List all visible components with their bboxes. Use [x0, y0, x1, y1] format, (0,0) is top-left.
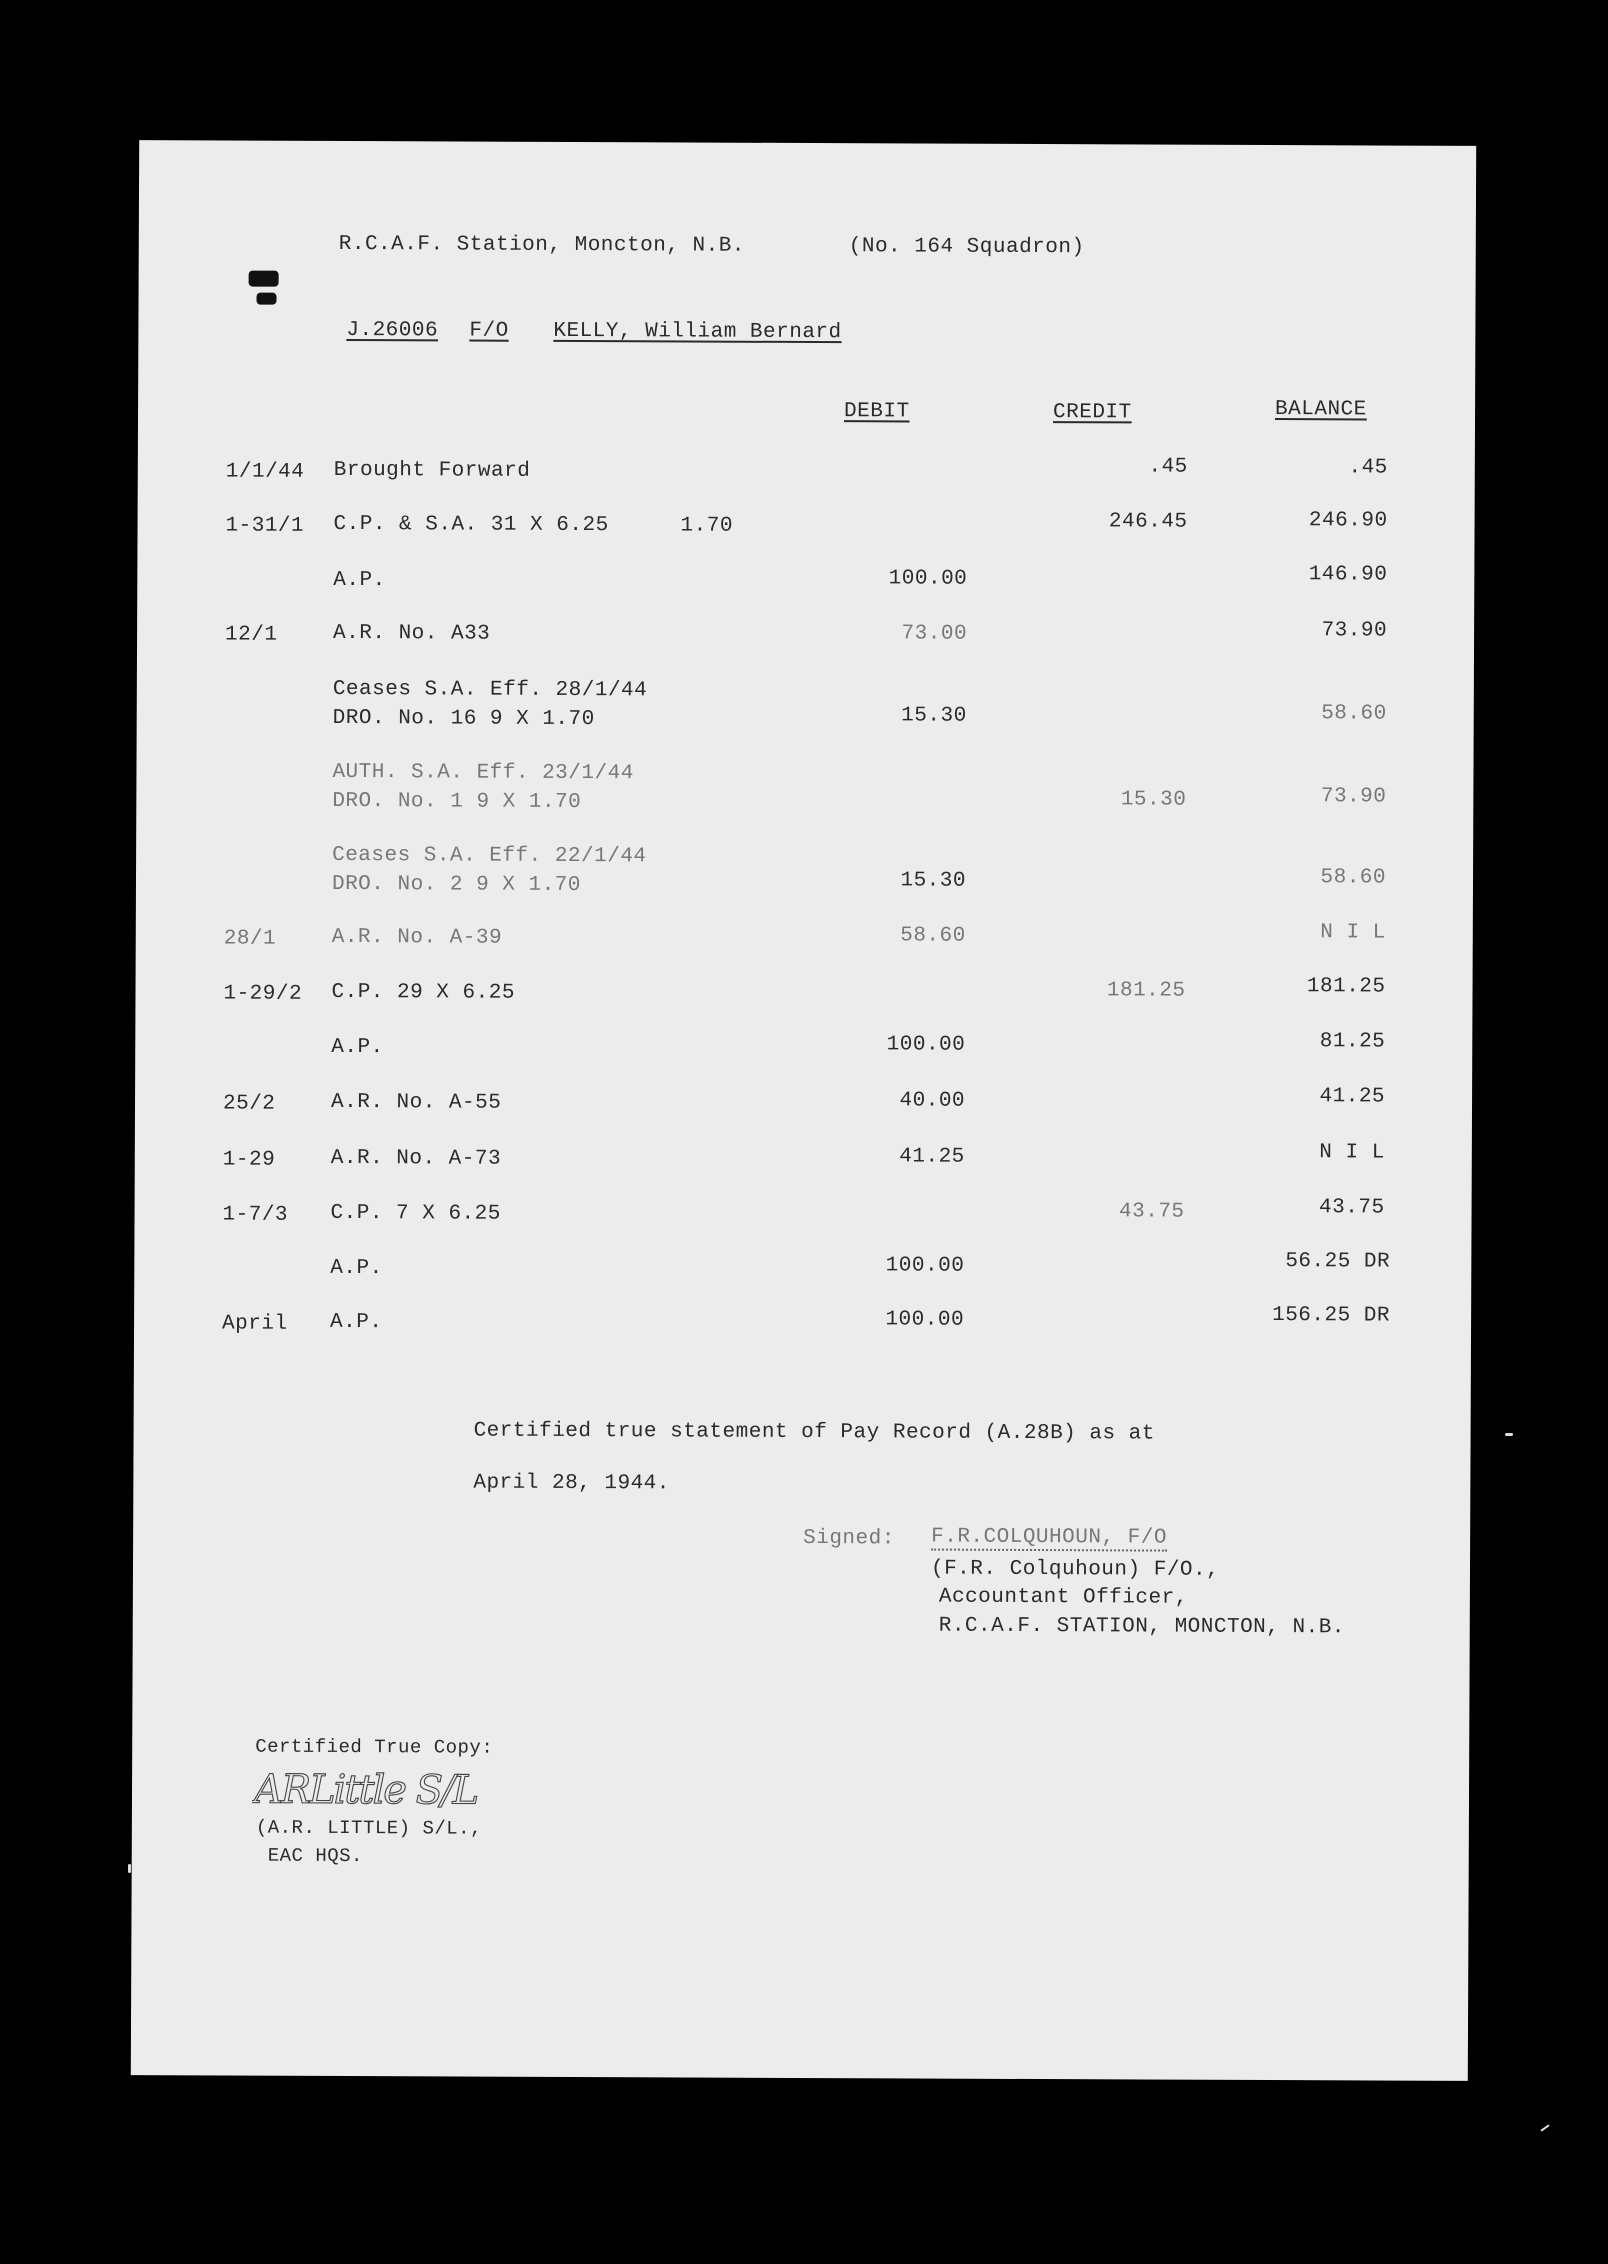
officer-line-2: Accountant Officer,	[938, 1585, 1188, 1610]
row-description: A.P.	[330, 1310, 383, 1335]
row-credit: .45	[1148, 455, 1188, 479]
signed-label: Signed:	[803, 1527, 895, 1551]
row-balance: 73.90	[1320, 785, 1387, 809]
debit-header: DEBIT	[843, 400, 910, 424]
row-description-line2: DRO. No. 1 9 X 1.70	[332, 789, 582, 815]
row-description: Brought Forward	[333, 458, 531, 483]
row-balance: .45	[1348, 456, 1388, 480]
service-number: J.26006	[346, 318, 439, 343]
copy-name: (A.R. LITTLE) S/L.,	[255, 1816, 483, 1840]
row-credit: 43.75	[1118, 1200, 1185, 1224]
row-balance: 246.90	[1308, 509, 1388, 533]
member-name: KELLY, William Bernard	[553, 319, 842, 345]
row-balance: 81.25	[1319, 1030, 1386, 1054]
row-description: A.P.	[333, 568, 386, 593]
row-date: 1-31/1	[225, 514, 305, 538]
row-description: A.P.	[330, 1256, 383, 1281]
dust-speck	[1505, 1433, 1513, 1436]
row-date: 1-29	[222, 1148, 276, 1172]
officer-line-1: (F.R. Colquhoun) F/O.,	[930, 1557, 1220, 1582]
row-description: C.P. 7 X 6.25	[330, 1201, 501, 1226]
punch-mark-lower	[257, 293, 277, 305]
row-debit: 100.00	[885, 1254, 965, 1278]
station-heading: R.C.A.F. Station, Moncton, N.B.	[338, 232, 745, 258]
row-credit: 246.45	[1108, 510, 1188, 534]
row-debit: 15.30	[900, 869, 967, 893]
row-description: A.R. No. A33	[333, 621, 491, 646]
row-balance: 56.25 DR	[1285, 1250, 1391, 1274]
row-description: AUTH. S.A. Eff. 23/1/44	[332, 760, 634, 786]
row-description: A.R. No. A-73	[330, 1146, 502, 1171]
dust-speck	[1540, 2124, 1549, 2131]
row-balance: 156.25 DR	[1272, 1304, 1391, 1328]
row-description: Ceases S.A. Eff. 28/1/44	[332, 677, 648, 703]
row-debit: 100.00	[888, 567, 968, 591]
row-description: A.R. No. A-55	[330, 1090, 502, 1115]
row-debit: 58.60	[900, 924, 966, 948]
row-debit: 100.00	[886, 1033, 966, 1057]
row-debit: 15.30	[901, 704, 967, 728]
row-balance: 58.60	[1320, 866, 1387, 890]
copy-hq: EAC HQS.	[267, 1844, 364, 1868]
row-date: 25/2	[222, 1092, 276, 1116]
credit-header: CREDIT	[1052, 401, 1132, 425]
handwritten-signature	[252, 1761, 512, 1822]
row-debit: 41.25	[899, 1145, 965, 1169]
row-balance: 73.90	[1321, 619, 1388, 643]
punch-mark	[249, 271, 279, 287]
row-description: A.P.	[331, 1035, 384, 1060]
row-date: 1-7/3	[222, 1203, 289, 1227]
row-date: April	[222, 1312, 288, 1336]
officer-line-3: R.C.A.F. STATION, MONCTON, N.B.	[938, 1614, 1345, 1640]
row-description: C.P. 29 X 6.25	[331, 980, 515, 1005]
row-date: 28/1	[223, 927, 277, 951]
row-balance: 146.90	[1308, 563, 1388, 587]
signed-name: F.R.COLQUHOUN, F/O	[931, 1525, 1168, 1550]
row-description: A.R. No. A-39	[331, 925, 503, 950]
row-description-line2: DRO. No. 2 9 X 1.70	[331, 872, 581, 898]
squadron-label: (No. 164 Squadron)	[848, 235, 1085, 260]
copy-label: Certified True Copy:	[255, 1735, 494, 1759]
row-debit: 73.00	[901, 622, 968, 646]
row-balance: 43.75	[1319, 1196, 1385, 1220]
balance-header: BALANCE	[1275, 398, 1367, 422]
row-debit: 40.00	[899, 1089, 966, 1113]
row-balance: N I L	[1319, 1141, 1385, 1165]
row-debit: 100.00	[885, 1308, 965, 1332]
row-description: C.P. & S.A. 31 X 6.25	[333, 512, 609, 538]
row-balance: N I L	[1320, 921, 1386, 945]
row-description: Ceases S.A. Eff. 22/1/44	[332, 843, 647, 869]
dust-speck	[128, 1864, 131, 1873]
certification-line-2: April 28, 1944.	[473, 1471, 670, 1496]
row-description-line2: DRO. No. 16 9 X 1.70	[332, 706, 595, 732]
certification-line-1: Certified true statement of Pay Record (A.28B) as at	[473, 1419, 1155, 1446]
row-balance: 41.25	[1319, 1085, 1386, 1109]
row-credit: 181.25	[1106, 979, 1186, 1003]
row-balance: 181.25	[1306, 975, 1386, 999]
row-date: 1-29/2	[223, 982, 303, 1006]
row-balance: 58.60	[1321, 702, 1387, 726]
document-page	[131, 140, 1476, 2081]
handwritten-signature: ARLittle S/L	[253, 1766, 478, 1814]
rank: F/O	[469, 319, 509, 343]
row-date: 1/1/44	[225, 460, 305, 484]
row-date: 12/1	[225, 623, 278, 647]
row-extra-amount: 1.70	[680, 514, 734, 538]
row-credit: 15.30	[1120, 788, 1187, 812]
